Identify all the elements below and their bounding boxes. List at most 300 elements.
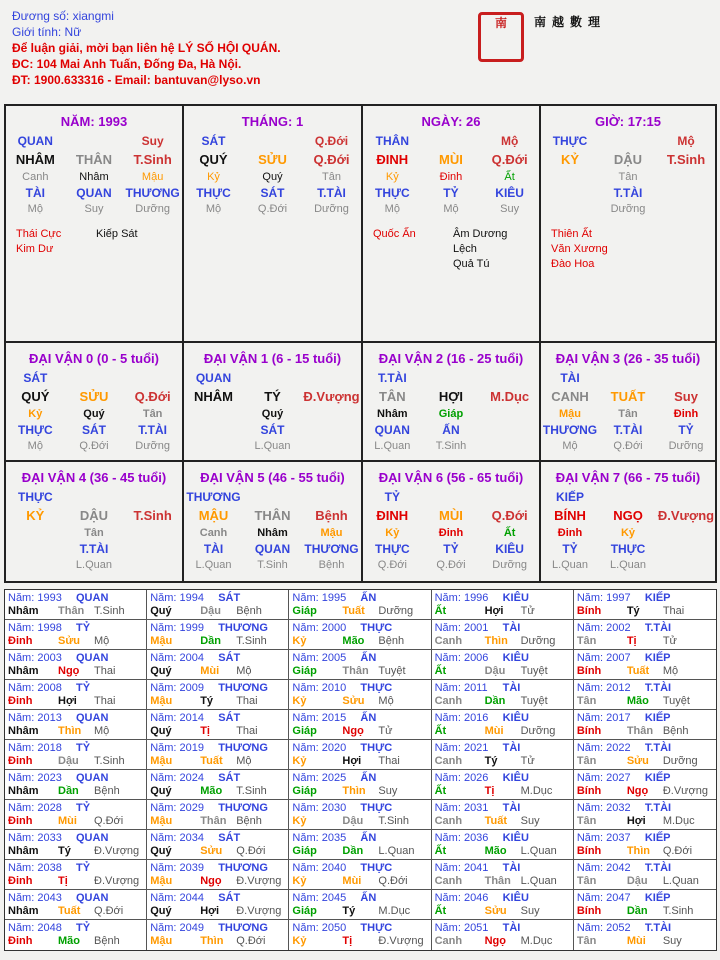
- daivan-stem-branch: TÂN: [378, 388, 406, 404]
- year-star: QUAN: [76, 772, 109, 784]
- hidden-star-line: [363, 185, 539, 201]
- year-cell: [5, 650, 147, 679]
- year-stem: Tân: [576, 935, 597, 947]
- year-cell: [147, 680, 289, 709]
- pillar-star: Suy: [141, 134, 164, 148]
- year-line-2: [150, 665, 285, 678]
- year-branch: Mão: [342, 635, 365, 647]
- year-branch: Sửu: [342, 695, 365, 707]
- year-star: QUAN: [76, 592, 109, 604]
- year-stage: L.Quan: [520, 875, 557, 887]
- year-branch: Sửu: [200, 845, 223, 857]
- pillar-tags: [184, 217, 361, 227]
- year-stem: Canh: [434, 935, 463, 947]
- year-label: Năm: 2026: [434, 772, 489, 784]
- year-cell: [432, 710, 574, 739]
- tags-col-2: [96, 227, 176, 257]
- year-stage: Bệnh: [236, 815, 262, 827]
- hidden-star: THỰC: [375, 186, 410, 200]
- year-line-1: [150, 742, 285, 755]
- year-stem: Bính: [576, 665, 602, 677]
- year-line-1: [150, 622, 285, 635]
- year-branch: Tị: [342, 935, 353, 947]
- daivan-hidden-stem: Kỷ: [28, 408, 43, 420]
- year-stage: T.Sinh: [236, 635, 267, 647]
- hidden-star: TÀI: [25, 186, 45, 200]
- life-stage-line: [6, 201, 182, 217]
- year-stage: Đ.Vượng: [662, 785, 708, 797]
- year-cell: [147, 800, 289, 829]
- year-branch: Mão: [626, 695, 649, 707]
- year-stage: Q.Đới: [236, 845, 266, 857]
- daivan-hidden-star: SÁT: [81, 423, 106, 437]
- year-stage: Mộ: [662, 665, 679, 677]
- year-star: THỰC: [360, 862, 393, 874]
- hidden-stem: Mậu: [141, 171, 164, 183]
- year-label: Năm: 2001: [434, 622, 489, 634]
- year-line-1: [292, 862, 427, 875]
- year-line-1: [292, 652, 427, 665]
- year-line-1: [8, 742, 143, 755]
- year-label: Năm: 2021: [434, 742, 489, 754]
- year-line-2: [435, 635, 570, 648]
- year-stage: Thai: [662, 605, 685, 617]
- daivan-stem-branch-line: [6, 386, 182, 406]
- daivan-title: ĐẠI VẬN 4 (36 - 45 tuổi): [21, 470, 167, 485]
- year-stem: Kỷ: [292, 635, 307, 647]
- daivan-hidden-stem-line: [541, 406, 715, 422]
- daivan-hidden-stem: Giáp: [438, 408, 464, 420]
- pillar-stem-branch: DẬU: [613, 151, 643, 167]
- daivan-stem-branch-line: [184, 505, 361, 525]
- year-cell: [289, 920, 431, 950]
- year-cell: [574, 890, 716, 919]
- life-stage: Dưỡng: [610, 203, 646, 215]
- life-stage: Dưỡng: [314, 203, 349, 215]
- tag: Kiếp Sát: [96, 228, 138, 240]
- year-stem: Tân: [576, 755, 597, 767]
- year-label: Năm: 2023: [8, 772, 62, 784]
- year-line-1: [150, 862, 285, 875]
- year-star: THƯƠNG: [218, 802, 268, 814]
- daivan-stage: L.Quan: [254, 440, 291, 452]
- year-label: Năm: 1993: [8, 592, 62, 604]
- daivan-stem-branch: QUÝ: [21, 388, 50, 404]
- daivan-title: ĐẠI VẬN 5 (46 - 55 tuổi): [200, 470, 345, 485]
- year-stem: Đinh: [8, 755, 33, 767]
- pillar-star-line: [541, 133, 715, 149]
- daivan-star: TỶ: [384, 490, 400, 504]
- year-line-2: [292, 635, 427, 648]
- year-line-1: [8, 712, 143, 725]
- daivan-stem-branch-line: [184, 386, 361, 406]
- hidden-stem: Kỷ: [385, 171, 399, 183]
- year-line-2: [8, 845, 143, 858]
- year-line-1: [577, 862, 713, 875]
- year-branch: Ngọ: [626, 785, 649, 797]
- year-star: THỰC: [360, 682, 393, 694]
- daivan-stem-branch: Đ.Vượng: [657, 507, 715, 523]
- year-stem: Mậu: [150, 875, 173, 887]
- year-cell: [147, 710, 289, 739]
- year-star: TÀI: [502, 802, 521, 814]
- year-label: Năm: 2029: [150, 802, 205, 814]
- tag: Âm Dương Lệch: [453, 228, 508, 255]
- year-line-1: [8, 832, 143, 845]
- tags-col-1: [373, 227, 453, 272]
- pillar-title: NGÀY: 26: [421, 114, 481, 129]
- year-label: Năm: 2045: [292, 892, 347, 904]
- year-line-1: [8, 652, 143, 665]
- hidden-star: KIÊU: [495, 186, 524, 200]
- year-branch: Thìn: [342, 785, 366, 797]
- year-cell: [432, 770, 574, 799]
- year-star: THƯƠNG: [218, 622, 268, 634]
- daivan-star-line: [541, 370, 715, 386]
- year-line-1: [292, 772, 427, 785]
- year-line-1: [150, 892, 285, 905]
- year-cell: [574, 680, 716, 709]
- year-stage: Dưỡng: [520, 725, 556, 737]
- year-line-2: [8, 695, 143, 708]
- daivan-stem-branch: SỬU: [79, 388, 109, 404]
- year-star: TỶ: [76, 742, 91, 754]
- year-branch: Hợi: [342, 755, 362, 767]
- yearly-table: [4, 589, 717, 951]
- daivan-cell: [541, 462, 715, 581]
- daivan-hidden-stem: Tân: [618, 408, 638, 420]
- year-stage: Tuyệt: [520, 695, 548, 707]
- year-branch: Ngọ: [58, 665, 80, 677]
- year-line-1: [435, 862, 570, 875]
- year-branch: Mão: [484, 845, 507, 857]
- year-label: Năm: 2002: [576, 622, 631, 634]
- year-star: THỰC: [360, 802, 393, 814]
- year-stage: T.Sinh: [236, 785, 267, 797]
- year-label: Năm: 2036: [434, 832, 489, 844]
- daivan-star-line: [184, 489, 361, 505]
- daivan-stage-line: [541, 557, 715, 573]
- year-stem: Bính: [576, 605, 602, 617]
- year-cell: [5, 800, 147, 829]
- daivan-star-line: [363, 489, 539, 505]
- year-stem: Mậu: [150, 635, 173, 647]
- daivan-stage: L.Quan: [75, 559, 113, 571]
- year-cell: [147, 770, 289, 799]
- year-line-2: [577, 815, 713, 828]
- year-branch: Thân: [200, 815, 227, 827]
- pillar-cell: [541, 106, 715, 343]
- year-branch: Ngọ: [342, 725, 364, 737]
- year-branch: Tý: [626, 605, 640, 617]
- year-branch: Mùi: [626, 935, 646, 947]
- year-star: SÁT: [218, 832, 241, 844]
- year-row: [5, 860, 716, 890]
- tag: Văn Xương: [551, 243, 608, 255]
- daivan-stem-branch: Q.Đới: [491, 507, 528, 523]
- year-star: KIÊU: [502, 832, 529, 844]
- year-cell: [432, 860, 574, 889]
- daivan-star: QUAN: [195, 371, 232, 385]
- daivan-stage-line: [6, 438, 182, 454]
- pillar-stem-branch: T.Sinh: [666, 151, 706, 167]
- year-stem: Canh: [434, 815, 463, 827]
- year-line-2: [8, 905, 143, 918]
- year-line-1: [150, 682, 285, 695]
- year-star: KIÊU: [502, 652, 529, 664]
- year-stem: Nhâm: [8, 905, 39, 917]
- year-line-2: [150, 605, 285, 618]
- daivan-stem-branch-line: [363, 386, 539, 406]
- year-star: KIẾP: [644, 712, 671, 724]
- year-line-2: [150, 725, 285, 738]
- year-cell: [432, 830, 574, 859]
- daivan-stem-branch-line: [541, 505, 715, 525]
- year-star: THỰC: [360, 742, 393, 754]
- hidden-star: T.TÀI: [317, 186, 346, 200]
- year-stem: Giáp: [292, 905, 317, 917]
- year-branch: Tý: [484, 755, 498, 767]
- year-stage: Thai: [94, 665, 116, 677]
- year-cell: [147, 890, 289, 919]
- year-stage: Đ.Vượng: [236, 875, 282, 887]
- year-line-2: [292, 755, 427, 768]
- year-cell: [5, 860, 147, 889]
- year-star: T.TÀI: [644, 862, 672, 874]
- daivan-stage: Q.Đới: [613, 440, 643, 452]
- pillar-star: Q.Đới: [314, 134, 349, 148]
- year-branch: Thìn: [200, 935, 224, 947]
- daivan-hidden-stem-line: [6, 525, 182, 541]
- year-cell: [5, 770, 147, 799]
- year-stage: Mộ: [94, 725, 110, 737]
- year-star: KIÊU: [502, 892, 529, 904]
- year-stage: Mộ: [236, 755, 252, 767]
- pillar-star-line: [6, 133, 182, 149]
- year-star: T.TÀI: [644, 742, 672, 754]
- pillar-stem-branch-line: [184, 149, 361, 169]
- year-stem: Nhâm: [8, 605, 39, 617]
- year-line-1: [292, 802, 427, 815]
- pillar-stem-branch-line: [363, 149, 539, 169]
- year-label: Năm: 2009: [150, 682, 205, 694]
- year-stem: Kỷ: [292, 815, 307, 827]
- year-stem: Mậu: [150, 815, 173, 827]
- daivan-star: SÁT: [23, 371, 48, 385]
- year-cell: [432, 890, 574, 919]
- year-star: ẤN: [360, 592, 377, 604]
- life-stage: Suy: [84, 203, 104, 215]
- year-cell: [432, 650, 574, 679]
- life-stage-line: [541, 201, 715, 217]
- year-row: [5, 920, 716, 950]
- year-line-2: [435, 755, 570, 768]
- hidden-stem: Tân: [618, 171, 638, 183]
- year-stem: Tân: [576, 875, 597, 887]
- year-row: [5, 680, 716, 710]
- year-star: ẤN: [360, 772, 377, 784]
- year-line-1: [435, 772, 570, 785]
- year-line-2: [150, 755, 285, 768]
- daivan-hidden-star-line: [363, 422, 539, 438]
- year-line-2: [577, 785, 713, 798]
- daivan-star: THỰC: [18, 490, 53, 504]
- daivan-cell: [6, 462, 184, 581]
- year-line-2: [292, 905, 427, 918]
- year-stem: Bính: [576, 845, 602, 857]
- year-stem: Kỷ: [292, 875, 307, 887]
- daivan-hidden-star: THỰC: [610, 542, 646, 556]
- year-line-2: [150, 635, 285, 648]
- header: [0, 0, 720, 103]
- year-star: ẤN: [360, 892, 377, 904]
- daivan-hidden-star-line: [184, 541, 361, 557]
- year-branch: Tị: [484, 785, 495, 797]
- year-branch: Dậu: [342, 815, 364, 827]
- year-cell: [5, 890, 147, 919]
- year-stem: Giáp: [292, 725, 317, 737]
- year-line-1: [577, 622, 713, 635]
- year-star: KIẾP: [644, 592, 671, 604]
- year-branch: Dậu: [484, 665, 506, 677]
- daivan-stage: L.Quan: [551, 559, 589, 571]
- year-cell: [289, 680, 431, 709]
- daivan-stage-line: [363, 438, 539, 454]
- year-star: TỶ: [76, 622, 91, 634]
- year-cell: [289, 590, 431, 619]
- year-stem: Tân: [576, 815, 597, 827]
- year-cell: [5, 740, 147, 769]
- daivan-stage: Q.Đới: [436, 559, 466, 571]
- daivan-hidden-star: QUAN: [374, 423, 410, 437]
- year-line-1: [292, 832, 427, 845]
- year-label: Năm: 2015: [292, 712, 347, 724]
- tags-col-1: [551, 227, 631, 272]
- year-stem: Bính: [576, 905, 602, 917]
- year-line-2: [150, 935, 285, 948]
- year-line-1: [435, 742, 570, 755]
- pillar-star: THỰC: [552, 134, 588, 148]
- tag: Thiên Ất: [551, 228, 592, 240]
- year-star: SÁT: [218, 892, 241, 904]
- year-label: Năm: 2052: [576, 922, 631, 934]
- year-branch: Thân: [342, 665, 369, 677]
- hidden-stem-line: [184, 169, 361, 185]
- year-cell: [574, 860, 716, 889]
- daivan-star: T.TÀI: [377, 371, 407, 385]
- year-label: Năm: 2028: [8, 802, 62, 814]
- year-line-2: [150, 695, 285, 708]
- year-stem: Quý: [150, 785, 172, 797]
- daivan-hidden-stem-line: [184, 525, 361, 541]
- year-row: [5, 770, 716, 800]
- hidden-star: T.TÀI: [613, 186, 643, 200]
- daivan-hidden-star: TỶ: [678, 423, 694, 437]
- year-line-1: [435, 922, 570, 935]
- year-line-2: [435, 665, 570, 678]
- daivan-stage: T.Sinh: [257, 559, 288, 571]
- year-stage: Tuyệt: [378, 665, 406, 677]
- daivan-stem-branch: MÙI: [439, 507, 463, 523]
- year-line-2: [292, 875, 427, 888]
- year-branch: Tý: [342, 905, 356, 917]
- year-branch: Hợi: [484, 605, 504, 617]
- year-line-1: [292, 712, 427, 725]
- year-line-1: [150, 922, 285, 935]
- year-stage: M.Dục: [662, 815, 695, 827]
- year-branch: Mão: [200, 785, 223, 797]
- life-stage: Dưỡng: [135, 203, 171, 215]
- year-stage: L.Quan: [520, 845, 557, 857]
- daivan-stage: Q.Đới: [79, 440, 109, 452]
- year-branch: Sửu: [58, 635, 81, 647]
- daivan-stem-branch: Suy: [674, 388, 698, 404]
- year-line-1: [292, 892, 427, 905]
- year-label: Năm: 2048: [8, 922, 62, 934]
- daivan-hidden-star: QUAN: [254, 542, 291, 556]
- year-label: Năm: 2013: [8, 712, 62, 724]
- year-stage: Tử: [662, 635, 677, 647]
- year-star: KIẾP: [644, 652, 671, 664]
- year-cell: [574, 770, 716, 799]
- pillar-stem-branch: T.Sinh: [133, 151, 172, 167]
- daivan-star: TÀI: [560, 371, 580, 385]
- year-label: Năm: 2006: [434, 652, 489, 664]
- year-line-1: [8, 772, 143, 785]
- year-stem: Nhâm: [8, 665, 39, 677]
- year-line-2: [577, 875, 713, 888]
- year-branch: Tị: [200, 725, 210, 737]
- daivan-hidden-star: THỰC: [375, 542, 410, 556]
- year-label: Năm: 1999: [150, 622, 205, 634]
- year-stem: Ất: [434, 725, 447, 737]
- year-line-1: [435, 682, 570, 695]
- year-star: T.TÀI: [644, 622, 672, 634]
- year-line-2: [577, 755, 713, 768]
- year-star: KIÊU: [502, 592, 529, 604]
- year-cell: [147, 650, 289, 679]
- year-label: Năm: 2000: [292, 622, 347, 634]
- year-stage: L.Quan: [378, 845, 415, 857]
- year-line-1: [577, 592, 713, 605]
- tags-col-2: [631, 227, 711, 272]
- daivan-star: KIẾP: [555, 490, 584, 504]
- year-line-2: [435, 725, 570, 738]
- daivan-stem-branch: TÝ: [264, 388, 281, 404]
- daivan-hidden-stem: Kỷ: [385, 527, 400, 539]
- pillar-cell: [363, 106, 541, 343]
- hidden-stem: Quý: [262, 171, 283, 183]
- year-stage: Mộ: [236, 665, 252, 677]
- year-line-1: [435, 712, 570, 725]
- year-cell: [574, 830, 716, 859]
- daivan-hidden-star-line: [541, 541, 715, 557]
- year-branch: Thìn: [58, 725, 82, 737]
- daivan-stage-line: [363, 557, 539, 573]
- daivan-hidden-stem-line: [363, 406, 539, 422]
- year-stem: Quý: [150, 665, 172, 677]
- year-stage: Dưỡng: [378, 605, 414, 617]
- year-star: T.TÀI: [644, 682, 672, 694]
- hidden-stem-line: [541, 169, 715, 185]
- year-branch: Tý: [58, 845, 71, 857]
- pillar-stem-branch-line: [541, 149, 715, 169]
- daivan-stem-branch: DẬU: [79, 507, 109, 523]
- year-row: [5, 890, 716, 920]
- daivan-stem-branch: ĐINH: [376, 507, 409, 523]
- daivan-hidden-stem-line: [363, 525, 539, 541]
- year-stem: Giáp: [292, 665, 317, 677]
